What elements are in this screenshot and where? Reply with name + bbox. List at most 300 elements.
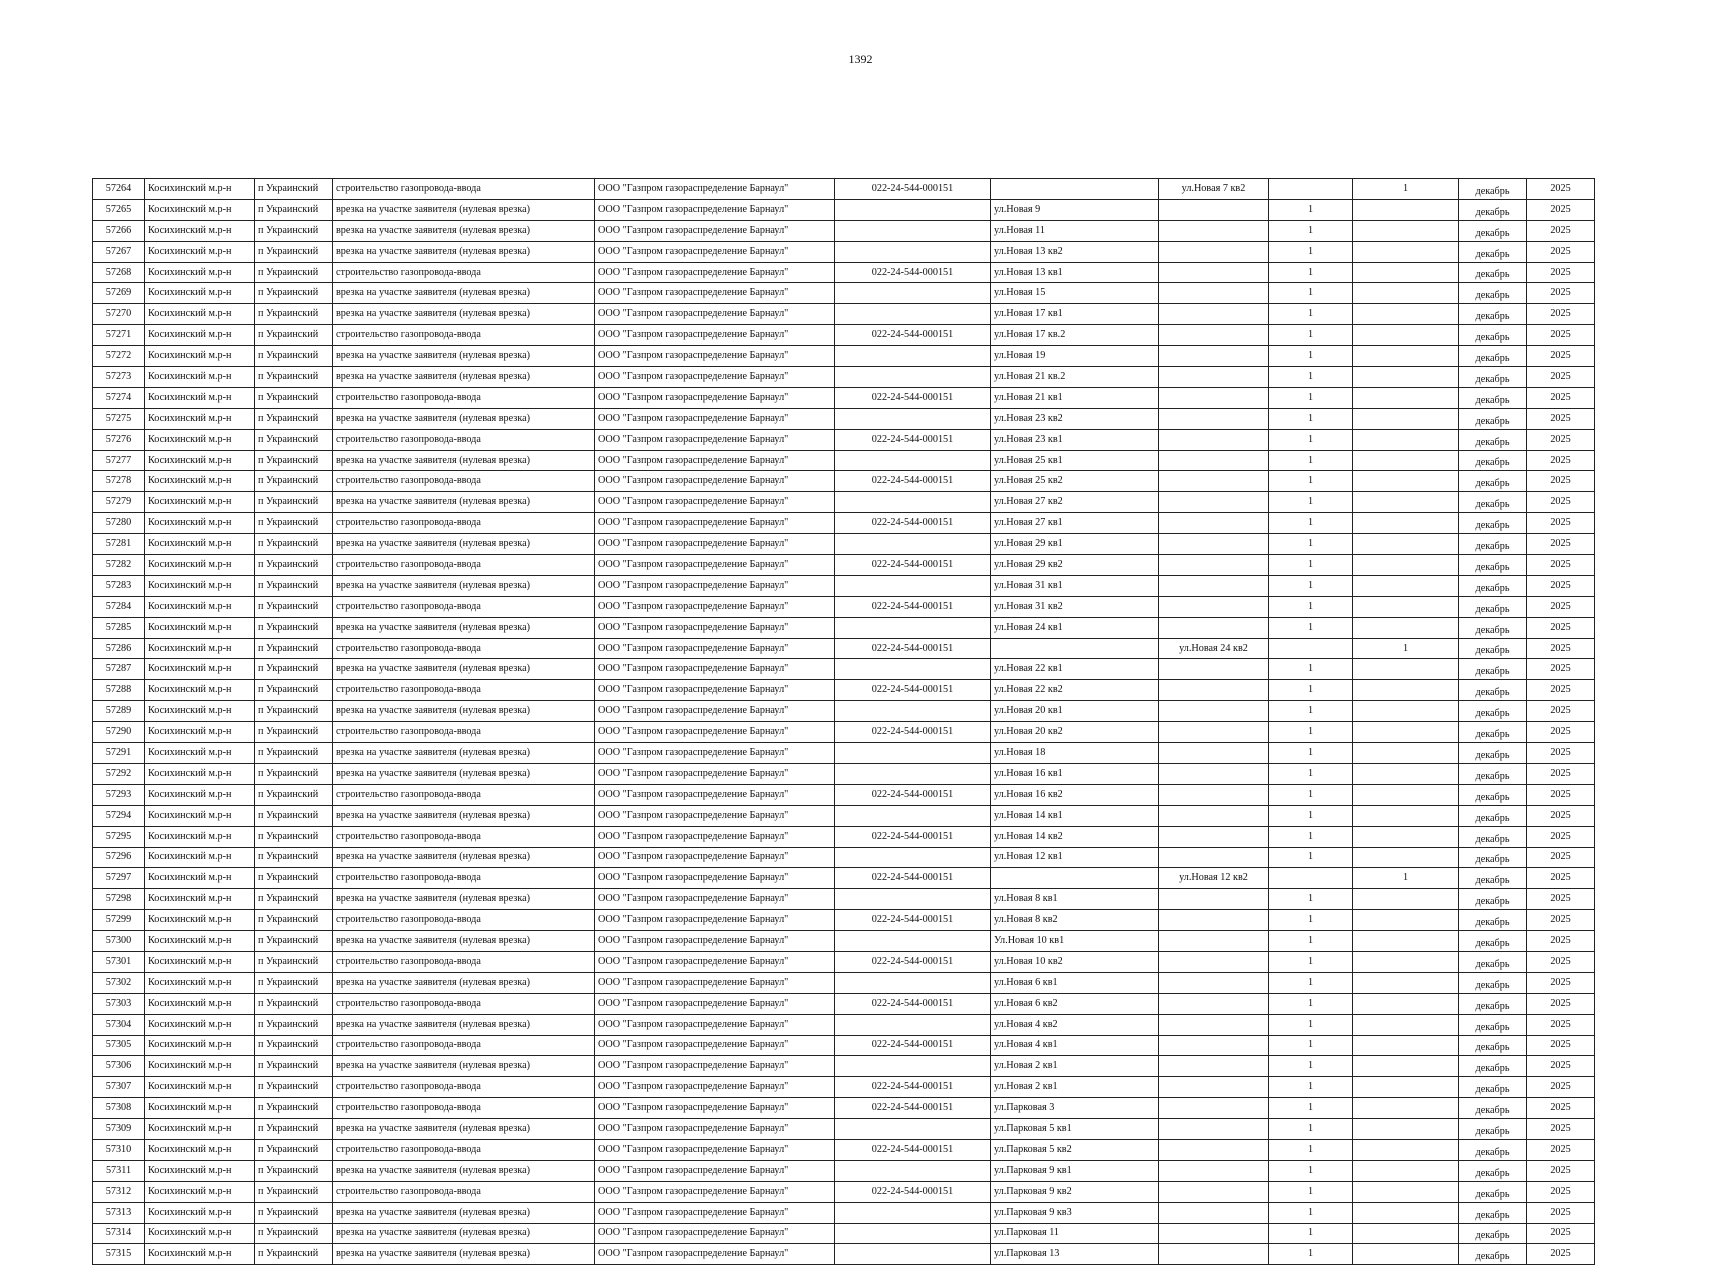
quantity-alt-cell (1353, 889, 1459, 910)
contractor-cell: ООО "Газпром газораспределение Барнаул" (595, 889, 835, 910)
work-type-cell: строительство газопровода-ввода (333, 429, 595, 450)
quantity-cell: 1 (1269, 534, 1353, 555)
quantity-cell: 1 (1269, 889, 1353, 910)
record-number-cell: 57289 (93, 701, 145, 722)
month-cell: декабрь (1459, 1014, 1527, 1035)
quantity-cell: 1 (1269, 951, 1353, 972)
table-row (93, 429, 1595, 450)
month-cell: декабрь (1459, 387, 1527, 408)
contractor-cell: ООО "Газпром газораспределение Барнаул" (595, 868, 835, 889)
quantity-cell: 1 (1269, 346, 1353, 367)
address-alt-cell (1159, 513, 1269, 534)
quantity-alt-cell (1353, 471, 1459, 492)
quantity-alt-cell (1353, 199, 1459, 220)
work-type-cell: строительство газопровода-ввода (333, 555, 595, 576)
contractor-cell: ООО "Газпром газораспределение Барнаул" (595, 471, 835, 492)
address-cell: ул.Новая 6 кв2 (991, 993, 1159, 1014)
address-cell: ул.Новая 21 кв.2 (991, 367, 1159, 388)
record-number-cell: 57296 (93, 847, 145, 868)
address-alt-cell (1159, 847, 1269, 868)
contractor-cell: ООО "Газпром газораспределение Барнаул" (595, 367, 835, 388)
quantity-cell: 1 (1269, 1035, 1353, 1056)
contractor-cell: ООО "Газпром газораспределение Барнаул" (595, 1119, 835, 1140)
address-alt-cell (1159, 1077, 1269, 1098)
contractor-cell: ООО "Газпром газораспределение Барнаул" (595, 575, 835, 596)
contractor-cell: ООО "Газпром газораспределение Барнаул" (595, 220, 835, 241)
work-type-cell: строительство газопровода-ввода (333, 951, 595, 972)
district-cell: Косихинский м.р-н (145, 199, 255, 220)
record-number-cell: 57304 (93, 1014, 145, 1035)
record-number-cell: 57291 (93, 743, 145, 764)
year-cell: 2025 (1527, 408, 1595, 429)
address-cell: ул.Новая 9 (991, 199, 1159, 220)
year-cell: 2025 (1527, 805, 1595, 826)
work-type-cell: строительство газопровода-ввода (333, 325, 595, 346)
work-type-cell: врезка на участке заявителя (нулевая врезка) (333, 889, 595, 910)
quantity-alt-cell (1353, 1244, 1459, 1265)
quantity-alt-cell (1353, 910, 1459, 931)
settlement-cell: п Украинский (255, 262, 333, 283)
address-alt-cell (1159, 617, 1269, 638)
contractor-cell: ООО "Газпром газораспределение Барнаул" (595, 429, 835, 450)
quantity-alt-cell (1353, 1014, 1459, 1035)
year-cell: 2025 (1527, 1139, 1595, 1160)
registry-code-cell (835, 805, 991, 826)
address-cell: Ул.Новая 10 кв1 (991, 931, 1159, 952)
record-number-cell: 57306 (93, 1056, 145, 1077)
quantity-alt-cell: 1 (1353, 638, 1459, 659)
record-number-cell: 57272 (93, 346, 145, 367)
settlement-cell: п Украинский (255, 847, 333, 868)
contractor-cell: ООО "Газпром газораспределение Барнаул" (595, 387, 835, 408)
address-alt-cell (1159, 429, 1269, 450)
year-cell: 2025 (1527, 972, 1595, 993)
year-cell: 2025 (1527, 659, 1595, 680)
contractor-cell: ООО "Газпром газораспределение Барнаул" (595, 555, 835, 576)
settlement-cell: п Украинский (255, 951, 333, 972)
registry-code-cell: 022-24-544-000151 (835, 910, 991, 931)
year-cell: 2025 (1527, 951, 1595, 972)
registry-code-cell (835, 659, 991, 680)
record-number-cell: 57276 (93, 429, 145, 450)
month-cell: декабрь (1459, 283, 1527, 304)
quantity-cell: 1 (1269, 241, 1353, 262)
contractor-cell: ООО "Газпром газораспределение Барнаул" (595, 262, 835, 283)
contractor-cell: ООО "Газпром газораспределение Барнаул" (595, 513, 835, 534)
district-cell: Косихинский м.р-н (145, 1077, 255, 1098)
year-cell: 2025 (1527, 262, 1595, 283)
year-cell: 2025 (1527, 722, 1595, 743)
quantity-alt-cell (1353, 555, 1459, 576)
address-alt-cell (1159, 220, 1269, 241)
settlement-cell: п Украинский (255, 325, 333, 346)
quantity-cell: 1 (1269, 972, 1353, 993)
month-cell: декабрь (1459, 1035, 1527, 1056)
address-cell: ул.Новая 4 кв2 (991, 1014, 1159, 1035)
address-cell: ул.Новая 20 кв1 (991, 701, 1159, 722)
quantity-alt-cell (1353, 784, 1459, 805)
settlement-cell: п Украинский (255, 513, 333, 534)
district-cell: Косихинский м.р-н (145, 847, 255, 868)
settlement-cell: п Украинский (255, 1181, 333, 1202)
quantity-cell (1269, 868, 1353, 889)
year-cell: 2025 (1527, 1181, 1595, 1202)
district-cell: Косихинский м.р-н (145, 492, 255, 513)
month-cell: декабрь (1459, 931, 1527, 952)
address-cell: ул.Новая 25 кв1 (991, 450, 1159, 471)
quantity-cell: 1 (1269, 596, 1353, 617)
record-number-cell: 57299 (93, 910, 145, 931)
year-cell: 2025 (1527, 220, 1595, 241)
address-alt-cell (1159, 1035, 1269, 1056)
settlement-cell: п Украинский (255, 596, 333, 617)
contractor-cell: ООО "Газпром газораспределение Барнаул" (595, 910, 835, 931)
year-cell: 2025 (1527, 596, 1595, 617)
record-number-cell: 57303 (93, 993, 145, 1014)
record-number-cell: 57313 (93, 1202, 145, 1223)
work-type-cell: врезка на участке заявителя (нулевая врезка) (333, 241, 595, 262)
contractor-cell: ООО "Газпром газораспределение Барнаул" (595, 805, 835, 826)
record-number-cell: 57295 (93, 826, 145, 847)
work-type-cell: строительство газопровода-ввода (333, 784, 595, 805)
settlement-cell: п Украинский (255, 367, 333, 388)
work-type-cell: врезка на участке заявителя (нулевая врезка) (333, 220, 595, 241)
district-cell: Косихинский м.р-н (145, 680, 255, 701)
work-type-cell: строительство газопровода-ввода (333, 680, 595, 701)
registry-code-cell (835, 972, 991, 993)
month-cell: декабрь (1459, 367, 1527, 388)
quantity-cell: 1 (1269, 387, 1353, 408)
quantity-alt-cell (1353, 1181, 1459, 1202)
quantity-alt-cell (1353, 492, 1459, 513)
contractor-cell: ООО "Газпром газораспределение Барнаул" (595, 1139, 835, 1160)
month-cell: декабрь (1459, 241, 1527, 262)
contractor-cell: ООО "Газпром газораспределение Барнаул" (595, 638, 835, 659)
settlement-cell: п Украинский (255, 826, 333, 847)
year-cell: 2025 (1527, 847, 1595, 868)
address-alt-cell (1159, 701, 1269, 722)
table-row (93, 555, 1595, 576)
address-cell: ул.Новая 23 кв1 (991, 429, 1159, 450)
quantity-alt-cell (1353, 220, 1459, 241)
record-number-cell: 57301 (93, 951, 145, 972)
table-row (93, 1202, 1595, 1223)
settlement-cell: п Украинский (255, 805, 333, 826)
registry-code-cell (835, 701, 991, 722)
registry-code-cell (835, 1056, 991, 1077)
month-cell: декабрь (1459, 1181, 1527, 1202)
settlement-cell: п Украинский (255, 659, 333, 680)
registry-code-cell (835, 283, 991, 304)
month-cell: декабрь (1459, 1160, 1527, 1181)
quantity-cell (1269, 179, 1353, 200)
address-cell: ул.Новая 11 (991, 220, 1159, 241)
settlement-cell: п Украинский (255, 1035, 333, 1056)
quantity-alt-cell (1353, 826, 1459, 847)
month-cell: декабрь (1459, 951, 1527, 972)
address-alt-cell (1159, 1139, 1269, 1160)
month-cell: декабрь (1459, 408, 1527, 429)
month-cell: декабрь (1459, 1098, 1527, 1119)
page-number: 1392 (848, 52, 873, 66)
settlement-cell: п Украинский (255, 241, 333, 262)
registry-code-cell (835, 1160, 991, 1181)
record-number-cell: 57265 (93, 199, 145, 220)
address-cell: ул.Новая 27 кв2 (991, 492, 1159, 513)
contractor-cell: ООО "Газпром газораспределение Барнаул" (595, 179, 835, 200)
settlement-cell: п Украинский (255, 199, 333, 220)
registry-code-cell (835, 1202, 991, 1223)
settlement-cell: п Украинский (255, 1098, 333, 1119)
address-alt-cell (1159, 826, 1269, 847)
table-row (93, 847, 1595, 868)
work-type-cell: врезка на участке заявителя (нулевая врезка) (333, 617, 595, 638)
registry-code-cell (835, 1119, 991, 1140)
record-number-cell: 57293 (93, 784, 145, 805)
address-alt-cell (1159, 1056, 1269, 1077)
registry-code-cell (835, 367, 991, 388)
year-cell: 2025 (1527, 638, 1595, 659)
table-row (93, 1077, 1595, 1098)
record-number-cell: 57274 (93, 387, 145, 408)
address-cell: ул.Парковая 11 (991, 1223, 1159, 1244)
address-alt-cell (1159, 972, 1269, 993)
address-cell: ул.Парковая 5 кв1 (991, 1119, 1159, 1140)
work-type-cell: строительство газопровода-ввода (333, 596, 595, 617)
settlement-cell: п Украинский (255, 387, 333, 408)
district-cell: Косихинский м.р-н (145, 325, 255, 346)
record-number-cell: 57305 (93, 1035, 145, 1056)
record-number-cell: 57279 (93, 492, 145, 513)
work-type-cell: врезка на участке заявителя (нулевая врезка) (333, 575, 595, 596)
year-cell: 2025 (1527, 283, 1595, 304)
settlement-cell: п Украинский (255, 993, 333, 1014)
month-cell: декабрь (1459, 325, 1527, 346)
quantity-cell: 1 (1269, 993, 1353, 1014)
quantity-alt-cell (1353, 346, 1459, 367)
record-number-cell: 57285 (93, 617, 145, 638)
work-type-cell: строительство газопровода-ввода (333, 471, 595, 492)
quantity-cell: 1 (1269, 1098, 1353, 1119)
table-row (93, 387, 1595, 408)
year-cell: 2025 (1527, 701, 1595, 722)
registry-code-cell (835, 889, 991, 910)
quantity-cell: 1 (1269, 220, 1353, 241)
month-cell: декабрь (1459, 304, 1527, 325)
address-cell: ул.Новая 13 кв2 (991, 241, 1159, 262)
registry-code-cell (835, 1244, 991, 1265)
year-cell: 2025 (1527, 429, 1595, 450)
settlement-cell: п Украинский (255, 408, 333, 429)
contractor-cell: ООО "Газпром газораспределение Барнаул" (595, 534, 835, 555)
contractor-cell: ООО "Газпром газораспределение Барнаул" (595, 283, 835, 304)
year-cell: 2025 (1527, 889, 1595, 910)
district-cell: Косихинский м.р-н (145, 220, 255, 241)
table-row (93, 199, 1595, 220)
address-cell: ул.Новая 20 кв2 (991, 722, 1159, 743)
address-alt-cell (1159, 262, 1269, 283)
year-cell: 2025 (1527, 617, 1595, 638)
address-alt-cell (1159, 743, 1269, 764)
work-type-cell: врезка на участке заявителя (нулевая врезка) (333, 492, 595, 513)
quantity-cell: 1 (1269, 555, 1353, 576)
work-type-cell: врезка на участке заявителя (нулевая врезка) (333, 1056, 595, 1077)
quantity-alt-cell (1353, 1056, 1459, 1077)
quantity-cell: 1 (1269, 784, 1353, 805)
address-alt-cell (1159, 784, 1269, 805)
address-alt-cell: ул.Новая 24 кв2 (1159, 638, 1269, 659)
quantity-alt-cell: 1 (1353, 179, 1459, 200)
address-cell: ул.Новая 14 кв2 (991, 826, 1159, 847)
work-type-cell: врезка на участке заявителя (нулевая врезка) (333, 1014, 595, 1035)
record-number-cell: 57284 (93, 596, 145, 617)
year-cell: 2025 (1527, 763, 1595, 784)
work-type-cell: врезка на участке заявителя (нулевая врезка) (333, 805, 595, 826)
table-row (93, 1014, 1595, 1035)
address-alt-cell (1159, 1202, 1269, 1223)
quantity-cell: 1 (1269, 304, 1353, 325)
contractor-cell: ООО "Газпром газораспределение Барнаул" (595, 931, 835, 952)
contractor-cell: ООО "Газпром газораспределение Барнаул" (595, 304, 835, 325)
registry-code-cell (835, 763, 991, 784)
district-cell: Косихинский м.р-н (145, 241, 255, 262)
table-row (93, 763, 1595, 784)
contractor-cell: ООО "Газпром газораспределение Барнаул" (595, 596, 835, 617)
quantity-cell: 1 (1269, 492, 1353, 513)
work-type-cell: врезка на участке заявителя (нулевая врезка) (333, 367, 595, 388)
settlement-cell: п Украинский (255, 910, 333, 931)
month-cell: декабрь (1459, 1202, 1527, 1223)
registry-code-cell: 022-24-544-000151 (835, 179, 991, 200)
month-cell: декабрь (1459, 743, 1527, 764)
registry-code-cell (835, 1223, 991, 1244)
address-alt-cell (1159, 408, 1269, 429)
district-cell: Косихинский м.р-н (145, 1139, 255, 1160)
record-number-cell: 57311 (93, 1160, 145, 1181)
address-cell: ул.Новая 10 кв2 (991, 951, 1159, 972)
district-cell: Косихинский м.р-н (145, 701, 255, 722)
registry-code-cell: 022-24-544-000151 (835, 826, 991, 847)
month-cell: декабрь (1459, 262, 1527, 283)
address-cell (991, 638, 1159, 659)
quantity-cell: 1 (1269, 1223, 1353, 1244)
month-cell: декабрь (1459, 889, 1527, 910)
address-cell: ул.Новая 22 кв1 (991, 659, 1159, 680)
month-cell: декабрь (1459, 1056, 1527, 1077)
settlement-cell: п Украинский (255, 784, 333, 805)
registry-code-cell: 022-24-544-000151 (835, 638, 991, 659)
address-alt-cell (1159, 680, 1269, 701)
contractor-cell: ООО "Газпром газораспределение Барнаул" (595, 241, 835, 262)
month-cell: декабрь (1459, 659, 1527, 680)
record-number-cell: 57267 (93, 241, 145, 262)
district-cell: Косихинский м.р-н (145, 1056, 255, 1077)
table-row (93, 283, 1595, 304)
address-alt-cell (1159, 304, 1269, 325)
table-row (93, 1160, 1595, 1181)
district-cell: Косихинский м.р-н (145, 1223, 255, 1244)
settlement-cell: п Украинский (255, 1077, 333, 1098)
registry-code-cell (835, 241, 991, 262)
settlement-cell: п Украинский (255, 701, 333, 722)
quantity-cell (1269, 638, 1353, 659)
address-alt-cell (1159, 1223, 1269, 1244)
quantity-cell: 1 (1269, 1202, 1353, 1223)
quantity-cell: 1 (1269, 1014, 1353, 1035)
record-number-cell: 57288 (93, 680, 145, 701)
district-cell: Косихинский м.р-н (145, 889, 255, 910)
month-cell: декабрь (1459, 722, 1527, 743)
settlement-cell: п Украинский (255, 972, 333, 993)
address-alt-cell (1159, 763, 1269, 784)
month-cell: декабрь (1459, 555, 1527, 576)
table-row (93, 262, 1595, 283)
quantity-cell: 1 (1269, 680, 1353, 701)
registry-code-cell: 022-24-544-000151 (835, 1139, 991, 1160)
contractor-cell: ООО "Газпром газораспределение Барнаул" (595, 1098, 835, 1119)
district-cell: Косихинский м.р-н (145, 763, 255, 784)
registry-code-cell: 022-24-544-000151 (835, 1035, 991, 1056)
district-cell: Косихинский м.р-н (145, 1014, 255, 1035)
table-row (93, 513, 1595, 534)
address-cell: ул.Новая 14 кв1 (991, 805, 1159, 826)
record-number-cell: 57309 (93, 1119, 145, 1140)
year-cell: 2025 (1527, 680, 1595, 701)
year-cell: 2025 (1527, 826, 1595, 847)
work-type-cell: строительство газопровода-ввода (333, 910, 595, 931)
address-alt-cell (1159, 283, 1269, 304)
address-cell: ул.Новая 6 кв1 (991, 972, 1159, 993)
work-type-cell: строительство газопровода-ввода (333, 179, 595, 200)
settlement-cell: п Украинский (255, 450, 333, 471)
table-row (93, 972, 1595, 993)
work-type-cell: врезка на участке заявителя (нулевая врезка) (333, 1223, 595, 1244)
record-number-cell: 57287 (93, 659, 145, 680)
quantity-cell: 1 (1269, 617, 1353, 638)
address-alt-cell: ул.Новая 12 кв2 (1159, 868, 1269, 889)
quantity-alt-cell (1353, 1077, 1459, 1098)
district-cell: Косихинский м.р-н (145, 638, 255, 659)
record-number-cell: 57266 (93, 220, 145, 241)
record-number-cell: 57300 (93, 931, 145, 952)
contractor-cell: ООО "Газпром газораспределение Барнаул" (595, 680, 835, 701)
registry-code-cell (835, 220, 991, 241)
address-cell: ул.Парковая 9 кв1 (991, 1160, 1159, 1181)
district-cell: Косихинский м.р-н (145, 304, 255, 325)
month-cell: декабрь (1459, 826, 1527, 847)
address-alt-cell: ул.Новая 7 кв2 (1159, 179, 1269, 200)
registry-code-cell (835, 617, 991, 638)
district-cell: Косихинский м.р-н (145, 1202, 255, 1223)
quantity-alt-cell (1353, 304, 1459, 325)
contractor-cell: ООО "Газпром газораспределение Барнаул" (595, 1035, 835, 1056)
district-cell: Косихинский м.р-н (145, 513, 255, 534)
quantity-cell: 1 (1269, 1244, 1353, 1265)
year-cell: 2025 (1527, 784, 1595, 805)
district-cell: Косихинский м.р-н (145, 596, 255, 617)
year-cell: 2025 (1527, 1119, 1595, 1140)
address-alt-cell (1159, 346, 1269, 367)
address-alt-cell (1159, 555, 1269, 576)
district-cell: Косихинский м.р-н (145, 743, 255, 764)
contractor-cell: ООО "Газпром газораспределение Барнаул" (595, 972, 835, 993)
district-cell: Косихинский м.р-н (145, 367, 255, 388)
table-row (93, 701, 1595, 722)
settlement-cell: п Украинский (255, 304, 333, 325)
address-cell: ул.Новая 8 кв2 (991, 910, 1159, 931)
table-row (93, 596, 1595, 617)
district-cell: Косихинский м.р-н (145, 805, 255, 826)
